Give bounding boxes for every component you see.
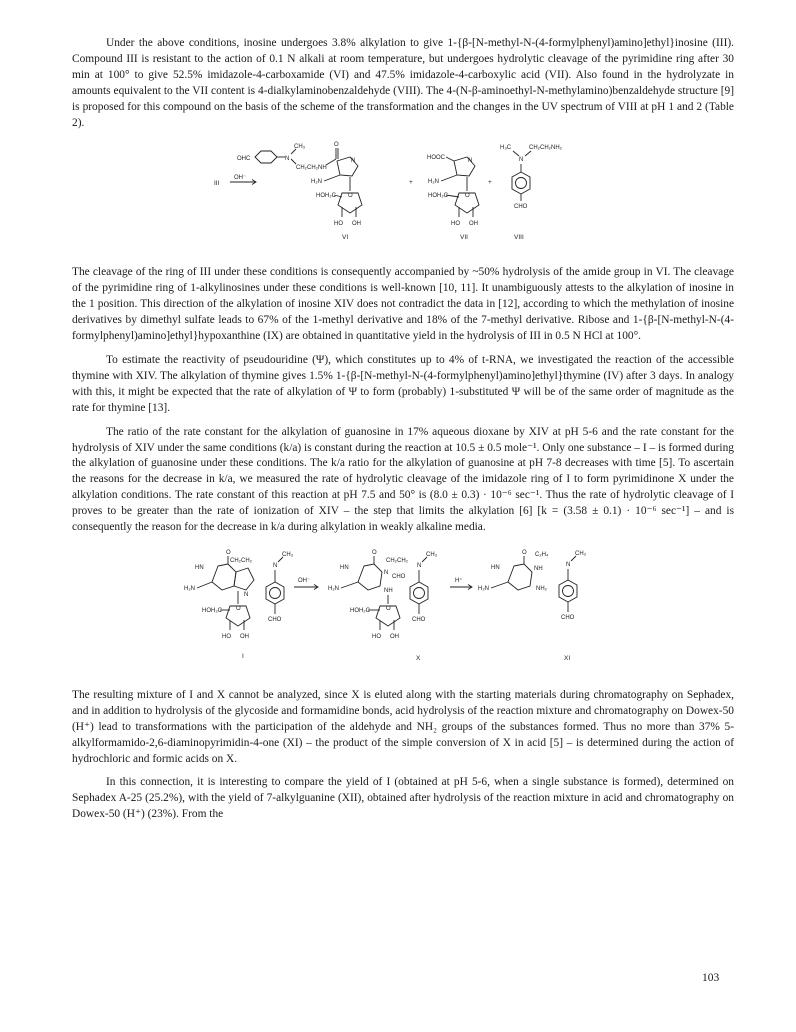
svg-text:CHO: CHO: [561, 614, 575, 621]
svg-text:CH₃: CH₃: [282, 551, 294, 558]
svg-text:CH₃: CH₃: [575, 550, 587, 557]
svg-text:CHO: CHO: [268, 616, 282, 623]
svg-text:O: O: [372, 549, 377, 556]
svg-text:C₂H₄: C₂H₄: [535, 551, 549, 558]
reaction-scheme-1: [72, 139, 734, 257]
benzene-ring-I: [266, 582, 284, 604]
compound-label-VII: VII: [460, 234, 468, 242]
benzene-ring-VIII: [512, 172, 530, 194]
svg-text:O: O: [522, 549, 527, 556]
page-body: [72, 36, 734, 823]
pyrimidine-ring-I: [212, 564, 236, 590]
svg-text:N: N: [417, 562, 422, 569]
plus-2: +: [488, 179, 492, 187]
svg-text:NH: NH: [534, 565, 543, 572]
svg-text:OH: OH: [352, 221, 361, 228]
svg-text:HO: HO: [334, 221, 343, 228]
svg-text:CHO: CHO: [412, 616, 426, 623]
paragraph-3: To estimate the reactivity of pseudouridine (Ψ), which constitutes up to 4% of t-RNA, we investigated the reaction of the accessible thymine with XIV. The alkylation of thymine gives 1.5% 1-{β-[N-methyl-N-(4-formylphenyl)amino]ethyl}thymine (IV) after 3 days. In analogy with this, it might be expected that the rate of alkylation of Ψ to form (probably) 1-substituted Ψ will be of the same order of magnitude as the rate for thymine [13].: [72, 353, 734, 414]
svg-text:NH: NH: [384, 587, 393, 594]
svg-text:N: N: [384, 569, 389, 576]
h2n-label-VII: H₂N: [428, 179, 439, 186]
paragraph-1: Under the above conditions, inosine undergoes 3.8% alkylation to give 1-{β-[N-methyl-N-(4-formylphenyl)amino]ethyl}inosine (III). Compound III is resistant to the action of 0.1 N alkali at room temperature, but undergoes hydrolytic cleavage of the pyrimidine ring after 30 min at 100° to give 52.5% imidazole-4-carboxamide (VI) and 47.5% imidazole-4-carboxylic acid (VII). Also found in the hydrolyzate in amounts equivalent to the VII content is 4-dialkylaminobenzaldehyde (VIII). The 4-(N-β-aminoethyl-N-methylamino)benzaldehyde structure [9] is proposed for this compound on the basis of the scheme of the transformation and the changes in the UV spectrum of VIII at pH 1 and 2 (Table 2).: [72, 37, 734, 129]
benzene-ring-XI: [559, 580, 577, 602]
svg-text:OH: OH: [390, 633, 399, 640]
hooc-label: HOOC: [427, 155, 445, 162]
hoh2c-label-VII: HOH₂C: [428, 193, 448, 200]
ch2ch2nh-label: CH₂CH₂NH: [296, 165, 327, 172]
reagent-oh-2: OH⁻: [298, 577, 311, 584]
svg-text:CHO: CHO: [392, 573, 406, 580]
svg-text:N: N: [468, 158, 473, 165]
svg-text:N: N: [285, 156, 290, 163]
benzene-ring-VI: [255, 151, 277, 163]
svg-text:OH: OH: [469, 221, 478, 228]
svg-text:N: N: [351, 158, 356, 165]
svg-text:N: N: [519, 157, 524, 164]
paragraph-2: The cleavage of the ring of III under these conditions is consequently accompanied by ~50% hydrolysis of the amide group in VI. The cleavage of the pyrimidine ring of 1-alkylinosines under these conditions is well-known [10, 11]. It unambiguously attests to the alkylation of inosine in the 1 position. This direction of the alkylation of inosine XIV does not contradict the data in [12], according to which the methylation of inosine derivatives by dimethyl sulfate leads to 67% of the 1-methyl derivative and 18% of the 7-methyl derivative. Ribose and 1-{β-[N-methyl-N-(4-formylphenyl)amino]ethyl}hypoxanthine (IX) are obtained in quantitative yield in the hydrolysis of III in 0.5 N HCl at 100°.: [72, 266, 734, 343]
pyrimidine-ring-X: [358, 564, 382, 590]
svg-text:OH: OH: [240, 633, 249, 640]
svg-text:CH₃: CH₃: [426, 551, 438, 558]
svg-text:O: O: [465, 193, 470, 200]
compound-label-XI: XI: [564, 654, 571, 662]
reagent-oh: OH⁻: [234, 175, 247, 182]
h2n-label-VI: H₂N: [311, 179, 322, 186]
reaction-scheme-1-graphic: [72, 139, 734, 257]
svg-text:N: N: [273, 562, 278, 569]
reaction-scheme-2: [72, 544, 734, 680]
hoh2c-label-VI: HOH₂C: [316, 193, 336, 200]
reagent-h: H⁺: [455, 577, 463, 584]
paragraph-5: The resulting mixture of I and X cannot be analyzed, since X is eluted along with the starting materials during chromatography on Sephadex, and in addition to hydrolysis of the glycoside and formamidine bonds, acid hydrolysis of the reaction mixture and chromatography on Dowex-50 (H⁺) lead to transformations with the participation of the aldehyde and NH₂ groups of the substances formed. Thus no more than 37% 5-alkylformamido-2,6-diaminopyrimidin-4-one (XI) – the product of the simple conversion of X in acid [5] – is determined during the action of hydrochloric and formic acids on X.: [72, 688, 734, 765]
svg-text:CH₂CH₂: CH₂CH₂: [386, 557, 408, 564]
svg-text:N: N: [566, 561, 571, 568]
svg-text:HN: HN: [340, 564, 349, 571]
svg-text:O: O: [236, 605, 241, 612]
imidazole-ring-I: [234, 568, 254, 590]
svg-text:HN: HN: [195, 564, 204, 571]
reaction-scheme-2-graphic: [72, 544, 734, 680]
start-label-III: III: [214, 180, 220, 188]
ohc-label: OHC: [237, 156, 251, 163]
ch3-label-VI: CH₃: [294, 144, 306, 151]
compound-label-X: X: [416, 654, 421, 662]
compound-label-I: I: [242, 652, 244, 660]
svg-text:CH₂CH₂: CH₂CH₂: [230, 557, 252, 564]
plus-1: +: [409, 179, 413, 187]
svg-text:HOH₂C: HOH₂C: [202, 607, 222, 614]
svg-text:HOH₂C: HOH₂C: [350, 607, 370, 614]
benzene-ring-X: [410, 582, 428, 604]
compound-label-VI: VI: [342, 234, 349, 242]
svg-text:H₂N: H₂N: [478, 585, 489, 592]
paragraph-4: The ratio of the rate constant for the alkylation of guanosine in 17% aqueous dioxane by XIV at pH 5-6 and the rate constant for the hydrolysis of XIV under the same conditions (k/a) is constant during the reaction at 10.5 ± 0.5 mole⁻¹. Only one substance – I – is formed during the alkylation of guanosine under these conditions. The k/a ratio for the alkylation of guanosine at pH 7-8 decreases with time [5]. To ascertain the reasons for the decrease in k/a, we measured the rate of hydrolytic cleavage of the imidazole ring of I to form pyrimidinone X under the alkylation conditions. The rate constant of this reaction at pH 7.5 and 50° is (8.0 ± 0.3) · 10⁻⁶ sec⁻¹. Thus the rate of hydrolytic cleavage of I proves to be greater than the rate of ionization of XIV – the step that limits the alkylation [6] [k = (3.58 ± 0.1) · 10⁻⁶ sec⁻¹] – and is consequently the reason for the decrease in k/a during alkylation in weakly alkaline media.: [72, 425, 734, 534]
svg-text:HO: HO: [222, 633, 231, 640]
page-number: 103: [702, 972, 720, 984]
svg-text:O: O: [348, 193, 353, 200]
svg-text:H₂N: H₂N: [328, 585, 339, 592]
svg-text:O: O: [226, 549, 231, 556]
svg-text:H₂N: H₂N: [184, 585, 195, 592]
svg-text:HO: HO: [372, 633, 381, 640]
pyrimidine-ring-XI: [508, 564, 532, 590]
cho-label-VIII: CHO: [514, 204, 528, 211]
svg-text:NH₂: NH₂: [536, 585, 547, 592]
svg-text:HO: HO: [451, 221, 460, 228]
svg-text:O: O: [386, 605, 391, 612]
svg-text:HN: HN: [491, 564, 500, 571]
svg-text:N: N: [244, 591, 249, 598]
ch2ch2nh2-label: CH₂CH₂NH₂: [529, 145, 562, 152]
svg-text:O: O: [334, 142, 339, 149]
h3c-label: H₃C: [500, 145, 512, 152]
paragraph-6: In this connection, it is interesting to compare the yield of I (obtained at pH 5-6, when a single substance is formed), determined on Sephadex A-25 (25.2%), with the yield of 7-alkylguanine (XII), obtained after hydrolysis of the reaction mixture in acid and chromatography on Dowex-50 (H⁺) (23%). From the: [72, 776, 734, 821]
compound-label-VIII: VIII: [514, 234, 524, 242]
